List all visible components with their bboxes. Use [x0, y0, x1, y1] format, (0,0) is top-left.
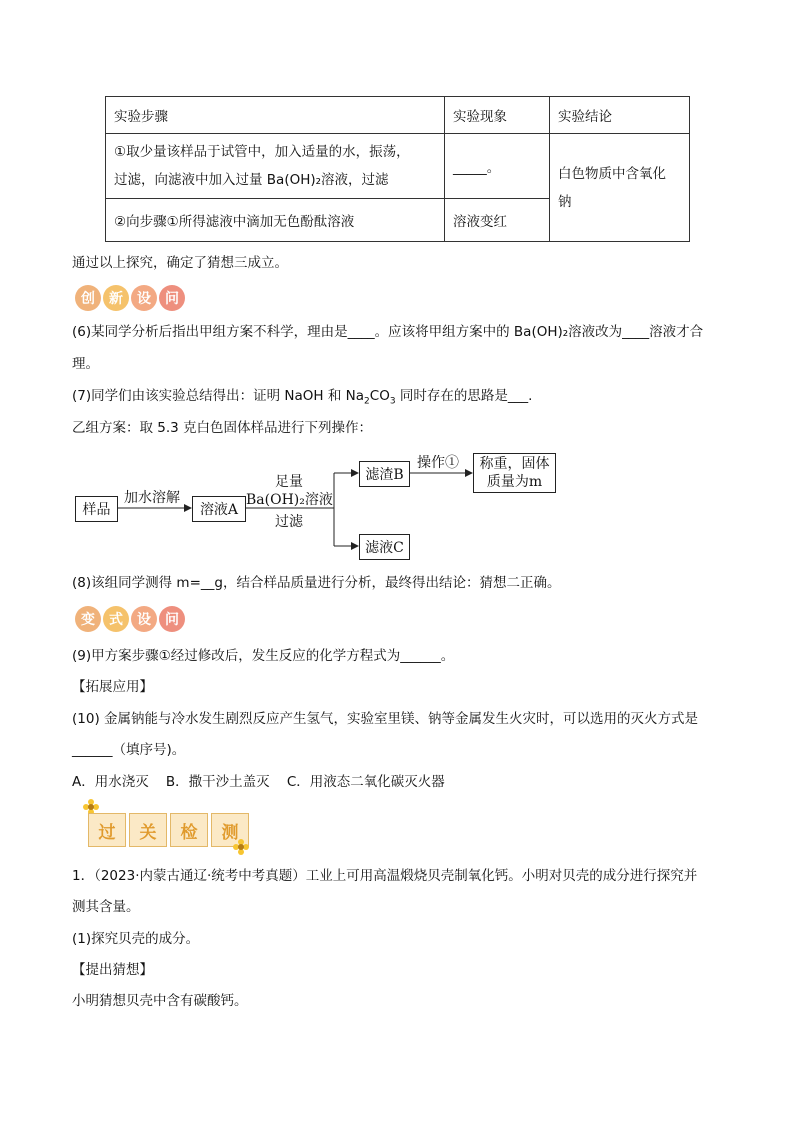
question-10-options: A．用水浇灭 B．撒干沙土盖灭 C．用液态二氧化碳灭火器	[72, 774, 445, 790]
weigh-line1: 称重，固体	[479, 456, 550, 472]
q7-sub1: 2	[364, 396, 370, 407]
row1-step-line2: 过滤，向滤液中加入过量 Ba(OH)₂溶液，过滤	[114, 172, 389, 188]
row1-phenomenon: _____。	[445, 134, 550, 199]
q7-pre: (7)同学们由该实验总结得出：证明 NaOH 和 Na	[72, 388, 365, 404]
sample-box: 样品	[75, 496, 118, 522]
banner-char: 测	[211, 813, 249, 847]
badge-char: 新	[103, 285, 129, 311]
solution-a-box: 溶液A	[192, 496, 246, 522]
filtrate-c-box: 滤液C	[359, 534, 410, 560]
badge-char: 问	[159, 285, 185, 311]
banner-char: 过	[88, 813, 126, 847]
question-10-line1: (10) 金属钠能与冷水发生剧烈反应产生氢气，实验室里镁、钠等金属发生火灾时，可以选用的灭火方式是	[72, 711, 699, 727]
badge-char: 变	[75, 606, 101, 632]
banner-char: 关	[129, 813, 167, 847]
q7-mid: CO	[369, 388, 390, 404]
row1-step-line1: ①取少量该样品于试管中，加入适量的水，振荡，	[114, 144, 410, 160]
weigh-line2: 质量为m	[486, 474, 543, 490]
question-9: (9)甲方案步骤①经过修改后，发生反应的化学方程式为______。	[72, 648, 455, 664]
reagent-line1: 足量	[275, 474, 303, 490]
question-10-line2: ______（填序号)。	[72, 742, 186, 758]
plan-b-intro: 乙组方案：取 5.3 克白色固体样品进行下列操作：	[72, 420, 373, 436]
operation-label: 操作①	[417, 455, 459, 471]
flower-icon	[232, 838, 250, 856]
conclusion-line2: 钠	[558, 193, 572, 210]
problem-1-line2: 测其含量。	[72, 899, 140, 915]
question-8: (8)该组同学测得 m=__g，结合样品质量进行分析，最终得出结论：猜想二正确。	[72, 575, 561, 591]
header-conclusion: 实验结论	[550, 97, 690, 134]
badge-variation	[75, 606, 187, 632]
after-table-text: 通过以上探究，确定了猜想三成立。	[72, 255, 288, 271]
row2-phenomenon: 溶液变红	[445, 199, 550, 242]
problem-1-sub: (1)探究贝壳的成分。	[72, 931, 200, 947]
row2-step: ②向步骤①所得滤液中滴加无色酚酞溶液	[106, 199, 445, 242]
hypothesis-heading: 【提出猜想】	[72, 962, 153, 978]
weigh-box	[473, 453, 556, 493]
badge-char: 问	[159, 606, 185, 632]
conclusion-line1: 白色物质中含氧化	[558, 165, 666, 182]
badge-char: 设	[131, 285, 157, 311]
hypothesis-text: 小明猜想贝壳中含有碳酸钙。	[72, 993, 248, 1009]
badge-char: 设	[131, 606, 157, 632]
residue-b-box: 滤渣B	[359, 461, 410, 487]
q7-sub2: 3	[389, 396, 396, 407]
q7-post: 同时存在的思路是___.	[395, 388, 533, 404]
checkpoint-banner	[88, 813, 252, 847]
banner-char: 检	[170, 813, 208, 847]
badge-char: 创	[75, 285, 101, 311]
question-6-line1: (6)某同学分析后指出甲组方案不科学，理由是____。应该将甲组方案中的 Ba(OH)₂溶液改为____溶液才合	[72, 324, 704, 340]
problem-1-line1: 1．（2023·内蒙古通辽·统考中考真题）工业上可用高温煅烧贝壳制氧化钙。小明对贝壳的成分进行探究并	[72, 868, 698, 884]
dissolve-label: 加水溶解	[124, 490, 180, 506]
expand-heading: 【拓展应用】	[72, 679, 153, 695]
badge-char: 式	[103, 606, 129, 632]
filter-label: 过滤	[275, 514, 303, 530]
question-6-line2: 理。	[72, 356, 99, 372]
reagent-line2: Ba(OH)₂溶液	[246, 492, 333, 508]
header-phenomenon: 实验现象	[445, 97, 550, 134]
header-step: 实验步骤	[106, 97, 445, 134]
